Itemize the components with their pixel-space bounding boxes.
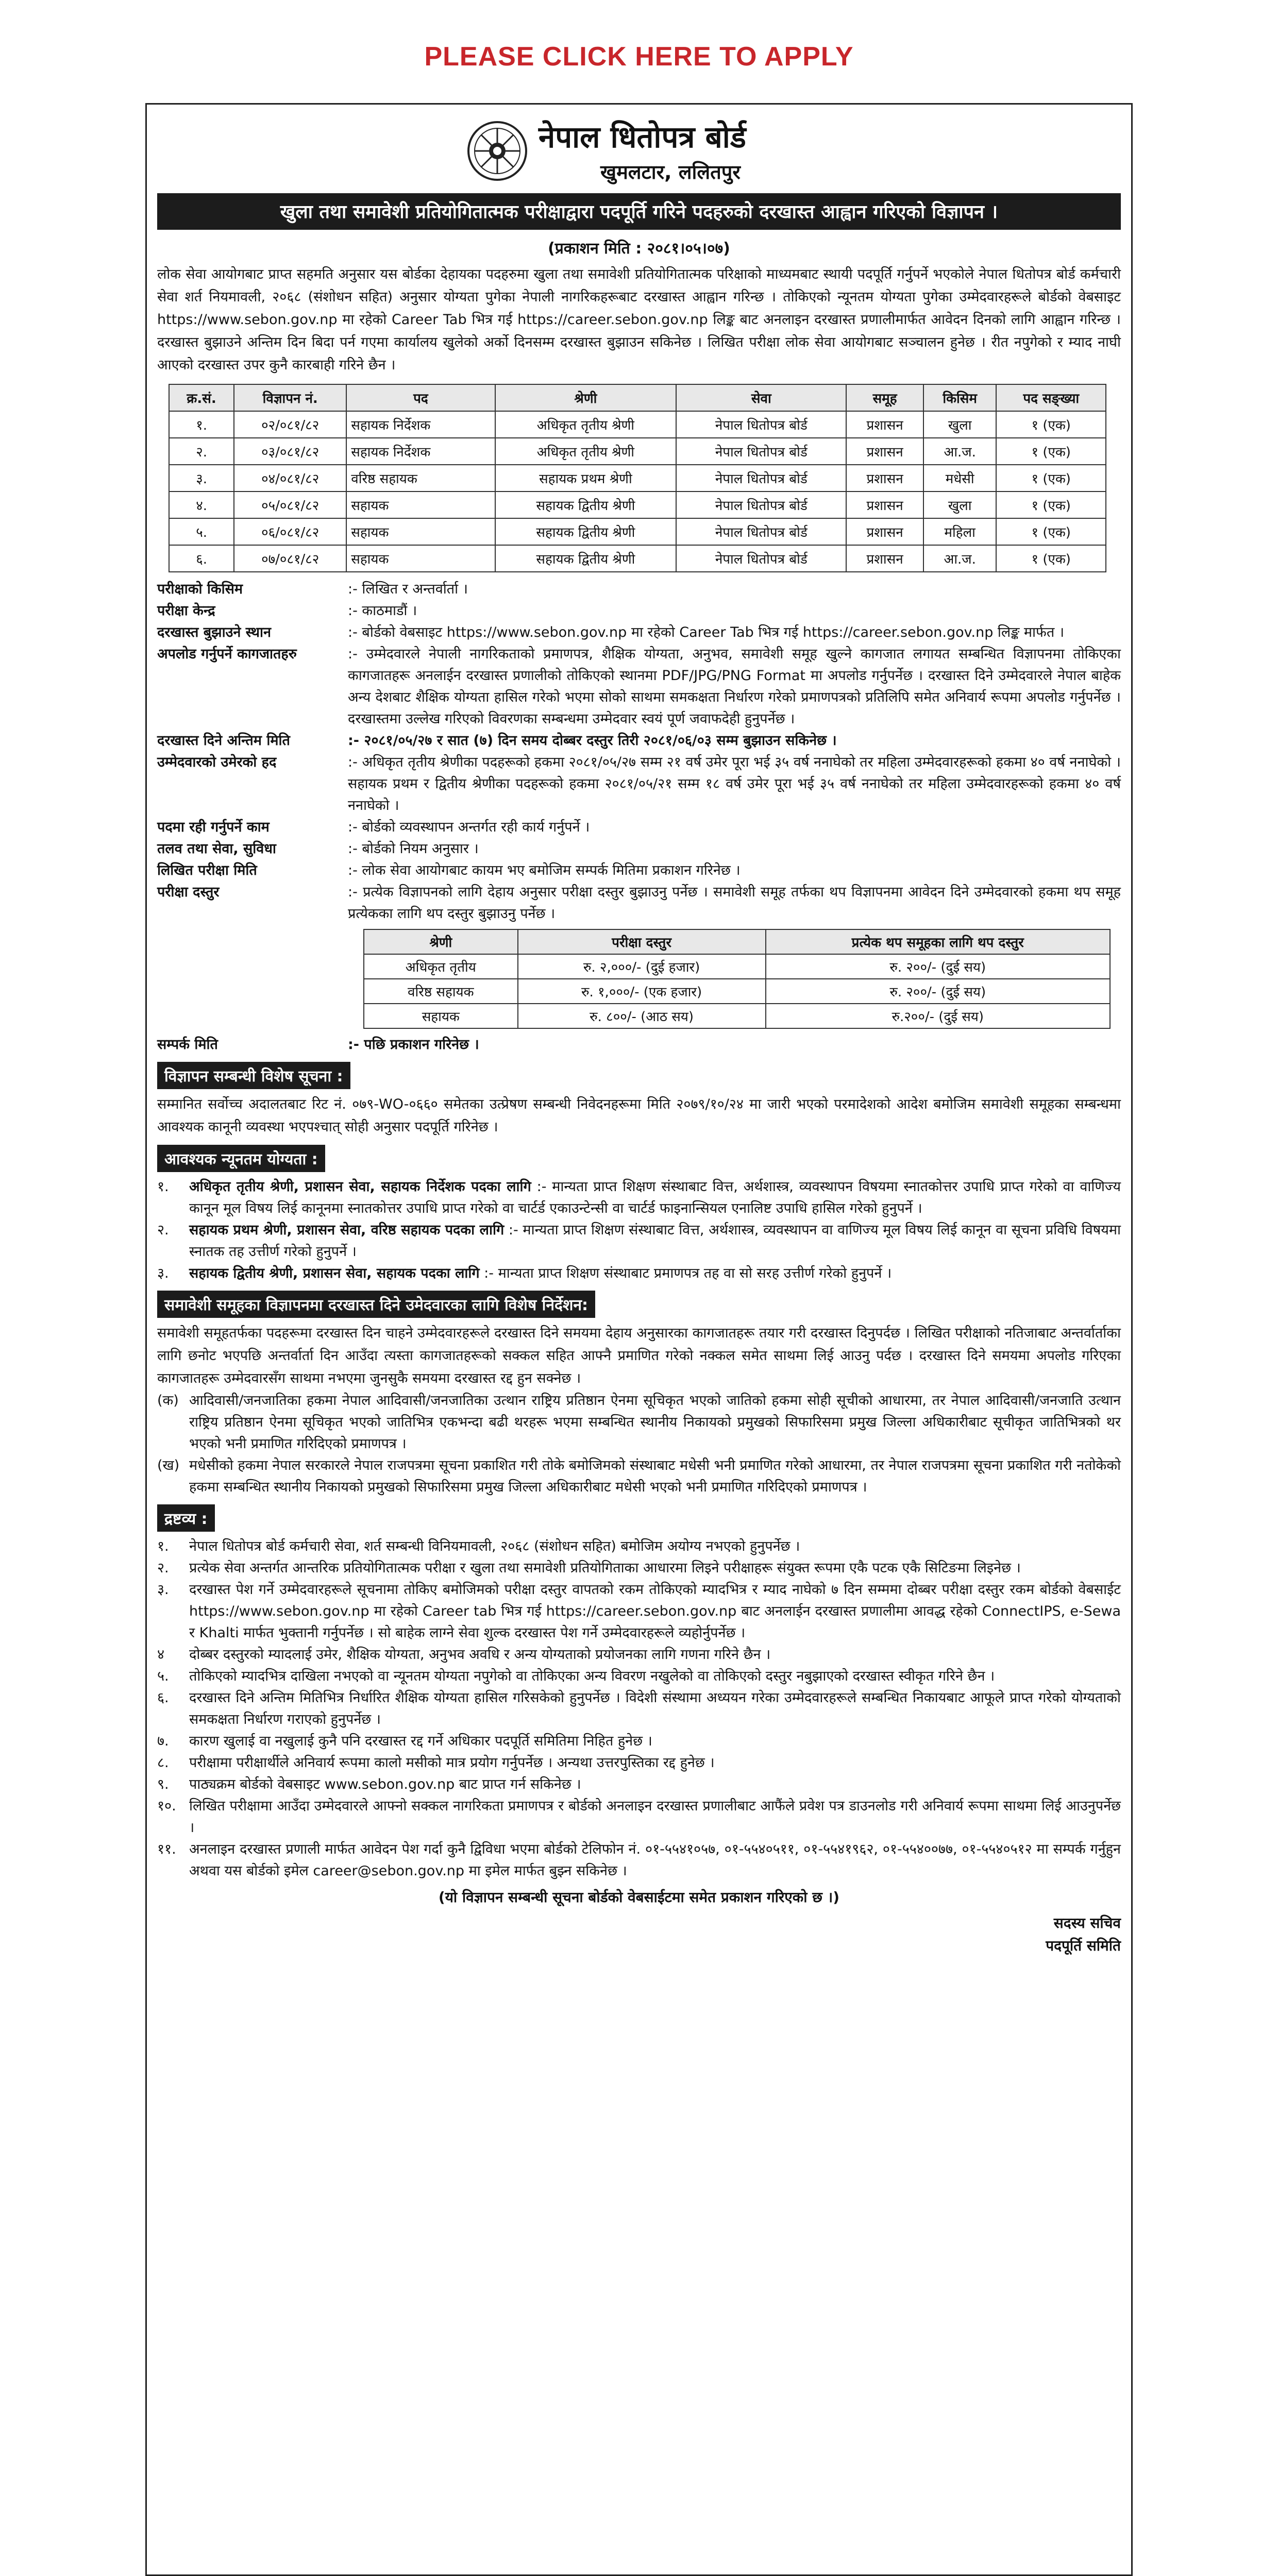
info-value: :- बोर्डको नियम अनुसार ।: [348, 841, 479, 857]
list-item: [157, 1176, 1121, 1219]
cell: नेपाल धितोपत्र बोर्ड: [676, 438, 846, 465]
item-text: दोब्बर दस्तुरको म्यादलाई उमेर, शैक्षिक योग्यता, अनुभव अवधि र अन्य योग्यताको प्रयोजनका लागि गणना गरिने छैन ।: [189, 1647, 771, 1663]
cell: रु. २००/- (दुई सय): [766, 979, 1111, 1004]
cell: ०३/०८१/८२: [234, 438, 346, 465]
info-value: :- बोर्डको व्यवस्थापन अन्तर्गत रही कार्य गर्नुपर्ने ।: [348, 819, 590, 835]
cell: सहायक द्वितीय श्रेणी: [495, 518, 677, 545]
info-value: :- पछि प्रकाशन गरिनेछ ।: [348, 1037, 479, 1053]
item-text: मधेसीको हकमा नेपाल सरकारले नेपाल राजपत्रमा सूचना प्रकाशित गरी तोके बमोजिमको संस्थाबाट मधेसी भनी प्रमाणित गरेको आधारमा, तर नेपाल राजपत्रमा सूचना प्रकाशित गरी नतोकेको हकमा सम्बन्धित स्थानीय निकायको प्रमुखको सिफारिसमा प्रमुख जिल्ला अधिकारीबाट मधेसी भएको भनी प्रमाणित गरिदिएको प्रमाणपत्र ।: [189, 1458, 1121, 1495]
cell: ०६/०८१/८२: [234, 518, 346, 545]
item-number: (ख): [157, 1458, 180, 1473]
item-text: तोकिएको म्यादभित्र दाखिला नभएको वा न्यूनतम योग्यता नपुगेको वा तोकिएका अन्य विवरण नखुलेको वा तोकिएको दस्तुर नबुझाएको दरखास्त स्वीकृत गरिने छैन ।: [189, 1668, 995, 1684]
info-exam-type: [157, 579, 1121, 600]
col-extra-fee: प्रत्येक थप समूहका लागि थप दस्तुर: [766, 929, 1111, 954]
info-label: तलव तथा सेवा, सुविधा: [157, 841, 276, 857]
info-submission-place: [157, 622, 1121, 643]
cell: नेपाल धितोपत्र बोर्ड: [676, 411, 846, 438]
col-level: श्रेणी: [495, 384, 677, 411]
header: [157, 116, 1121, 193]
cell: १ (एक): [996, 518, 1106, 545]
info-label: परीक्षा दस्तुर: [157, 884, 220, 900]
cell: २.: [169, 438, 234, 465]
col-group: समूह: [846, 384, 923, 411]
col-post: पद: [346, 384, 495, 411]
cell: वरिष्ठ सहायक: [364, 979, 518, 1004]
info-label: दरखास्त बुझाउने स्थान: [157, 624, 271, 640]
cell: सहायक: [346, 518, 495, 545]
info-value: :- लोक सेवा आयोगबाट कायम भए बमोजिम सम्पर्क मितिमा प्रकाशन गरिनेछ ।: [348, 862, 741, 878]
item-text: आदिवासी/जनजातिका हकमा नेपाल आदिवासी/जनजातिका उत्थान राष्ट्रिय प्रतिष्ठान ऐनमा सूचिकृत भएको जातिको हकमा सोही सूचीको आधारमा, तर नेपाल आदिवासी/जनजाति उत्थान राष्ट्रिय प्रतिष्ठान ऐनमा सूचिकृत भएको जातिभित्र एकभन्दा बढी थरहरू भएमा सम्बन्धित स्थानीय निकायको प्रमुखको सिफारिसमा प्रमुख जिल्ला अधिकारीबाट सूचीकृत जातिभित्रको थर भएको भनी प्रमाणित गरिदिएको प्रमाणपत्र ।: [189, 1393, 1121, 1452]
item-lead: सहायक प्रथम श्रेणी, प्रशासन सेवा, वरिष्ठ सहायक पदका लागि: [189, 1222, 505, 1238]
item-text: प्रत्येक सेवा अन्तर्गत आन्तरिक प्रतियोगितात्मक परीक्षा र खुला तथा समावेशी प्रतियोगिताका आधारमा लिइने परीक्षाहरू संयुक्त रूपमा एकै पटक एकै सिटिङमा लिइनेछ ।: [189, 1560, 1021, 1576]
cell: सहायक द्वितीय श्रेणी: [495, 492, 677, 518]
cell: प्रशासन: [846, 465, 923, 492]
cell: प्रशासन: [846, 545, 923, 572]
list-item: [157, 1536, 1121, 1557]
item-number: (क): [157, 1393, 179, 1409]
col-sn: क्र.सं.: [169, 384, 234, 411]
item-lead: अधिकृत तृतीय श्रेणी, प्रशासन सेवा, सहायक निर्देशक पदका लागि: [189, 1179, 531, 1195]
info-salary: [157, 838, 1121, 860]
list-item: [157, 1731, 1121, 1752]
item-number: ४: [157, 1647, 165, 1663]
table-row: [364, 954, 1110, 979]
fees-table-header: [364, 929, 1110, 954]
table-row: [364, 1004, 1110, 1028]
org-name: नेपाल धितोपत्र बोर्ड: [539, 120, 746, 155]
cell: अधिकृत तृतीय श्रेणी: [495, 411, 677, 438]
item-lead: सहायक द्वितीय श्रेणी, प्रशासन सेवा, सहायक पदका लागि: [189, 1265, 480, 1281]
cell: १ (एक): [996, 411, 1106, 438]
cell: सहायक द्वितीय श्रेणी: [495, 545, 677, 572]
cell: ०४/०८१/८२: [234, 465, 346, 492]
table-row: [169, 492, 1106, 518]
signature-block: [157, 1912, 1121, 1957]
item-text: दरखास्त दिने अन्तिम मितिभित्र निर्धारित शैक्षिक योग्यता हासिल गरिसकेको हुनुपर्नेछ । विदेशी संस्थामा अध्ययन गरेका उम्मेदवारहरूले सम्बन्धित निकायबाट आफूले प्राप्त गरेको योग्यताको समकक्षता निर्धारण गराएको हुनुपर्नेछ ।: [189, 1690, 1121, 1727]
info-value: :- प्रत्येक विज्ञापनको लागि देहाय अनुसार परीक्षा दस्तुर बुझाउनु पर्नेछ । समावेशी समूह तर्फका थप विज्ञापनमा आवेदन दिने उम्मेदवारको हकमा थप समूह प्रत्येकका लागि थप दस्तुर बुझाउनु पर्नेछ ।: [348, 884, 1121, 922]
cell: नेपाल धितोपत्र बोर्ड: [676, 492, 846, 518]
cell: नेपाल धितोपत्र बोर्ड: [676, 518, 846, 545]
table-row: [169, 465, 1106, 492]
item-number: १.: [157, 1179, 169, 1195]
item-number: ३.: [157, 1582, 169, 1598]
cell: ०५/०८१/८२: [234, 492, 346, 518]
signature-committee: पदपूर्ति समिति: [1046, 1937, 1121, 1954]
posts-table-header: [169, 384, 1106, 411]
info-exam-centre: [157, 600, 1121, 622]
item-text: परीक्षामा परीक्षार्थीले अनिवार्य रूपमा कालो मसीको मात्र प्रयोग गर्नुपर्नेछ । अन्यथा उत्तरपुस्तिका रद्द हुनेछ ।: [189, 1755, 715, 1771]
list-item: [157, 1557, 1121, 1579]
cell: १ (एक): [996, 438, 1106, 465]
cell: १ (एक): [996, 465, 1106, 492]
info-exam-fee: [157, 882, 1121, 925]
item-text: कारण खुलाई वा नखुलाई कुनै पनि दरखास्त रद्द गर्ने अधिकार पदपूर्ति समितिमा निहित हुनेछ ।: [189, 1733, 652, 1749]
posts-table: [169, 384, 1106, 572]
cell: अधिकृत तृतीय: [364, 954, 518, 979]
col-type: किसिम: [923, 384, 997, 411]
list-item: [157, 1219, 1121, 1263]
closing-note: (यो विज्ञापन सम्बन्धी सूचना बोर्डको वेबसाईटमा समेत प्रकाशन गरिएको छ ।): [438, 1889, 840, 1906]
list-item: [157, 1795, 1121, 1839]
notes-heading: द्रष्टव्य :: [157, 1504, 215, 1532]
info-deadline: [157, 730, 1121, 752]
info-upload-documents: [157, 643, 1121, 730]
notice-title: खुला तथा समावेशी प्रतियोगितात्मक परीक्षाद्वारा पदपूर्ति गरिने पदहरुको दरखास्त आह्वान गरिएको विज्ञापन ।: [157, 193, 1121, 230]
info-value: :- बोर्डको वेबसाइट https://www.sebon.gov.np मा रहेको Career Tab भित्र गई https://career.sebon.gov.np लिङ्क मार्फत ।: [348, 624, 1065, 640]
item-number: ३.: [157, 1265, 169, 1281]
item-number: १०.: [157, 1798, 176, 1814]
fees-table: [363, 929, 1111, 1029]
list-item: [157, 1455, 1121, 1498]
info-value: :- अधिकृत तृतीय श्रेणीका पदहरूको हकमा २०८१/०५/२७ सम्म २१ वर्ष उमेर पूरा भई ३५ वर्ष ननाघेको तर महिला उम्मेदवारहरूको हकमा ४० वर्ष ननाघेको । सहायक प्रथम र द्वितीय श्रेणीका पदहरूको हकमा २०८१/०५/२१ सम्म १८ वर्ष उमेर पूरा भई ३५ वर्ष ननाघेको तर महिला उम्मेदवारहरूको हकमा ४० वर्ष ननाघेको ।: [348, 754, 1121, 814]
special-notice-heading: विज्ञापन सम्बन्धी विशेष सूचना :: [157, 1062, 350, 1089]
info-value: :- काठमाडौं ।: [348, 603, 417, 619]
cell: महिला: [923, 518, 997, 545]
info-label: उम्मेदवारको उमेरको हद: [157, 754, 277, 770]
item-text: [189, 1176, 1121, 1219]
item-number: ११.: [157, 1841, 176, 1857]
cell: सहायक: [364, 1004, 518, 1028]
item-body: :- मान्यता प्राप्त शिक्षण संस्थाबाट वित्त, अर्थशास्त्र, व्यवस्थापन वा वाणिज्य मूल विषय लिई कानून वा सूचना प्रविधि विषयमा स्नातक तह उत्तीर्ण गरेको हुनुपर्ने ।: [189, 1222, 1121, 1260]
cell: प्रशासन: [846, 411, 923, 438]
info-label: दरखास्त दिने अन्तिम मिति: [157, 733, 290, 749]
list-item: [157, 1839, 1121, 1882]
apply-link[interactable]: PLEASE CLICK HERE TO APPLY: [424, 42, 854, 72]
info-value: :- उम्मेदवारले नेपाली नागरिकताको प्रमाणपत्र, शैक्षिक योग्यता, अनुभव, समावेशी समूह खुल्ने कागजात लगायत सम्बन्धित विज्ञापनमा तोकिएका कागजातहरू अनलाईन दरखास्त प्रणालीको तोकिएको स्थानमा PDF/JPG/PNG Format मा अपलोड गर्नुपर्नेछ । दरखास्त दिने उम्मेदवारले नेपाल बाहेक अन्य देशबाट शैक्षिक योग्यता हासिल गरेको भएमा सोको साथमा समकक्षता निर्धारण गरेको प्रमाणपत्रको प्रतिलिपि समेत अनिवार्य रूपमा अपलोड गर्नुपर्नेछ । दरखास्तमा उल्लेख गरिएको विवरणका सम्बन्धमा उम्मेदवार स्वयं पूर्ण जवाफदेही हुनुपर्नेछ ।: [348, 646, 1121, 727]
item-number: २.: [157, 1222, 169, 1238]
signature-title: सदस्य सचिव: [1053, 1914, 1121, 1931]
cell: खुला: [923, 492, 997, 518]
info-label: पदमा रही गर्नुपर्ने काम: [157, 819, 270, 835]
info-value: :- लिखित र अन्तर्वार्ता ।: [348, 581, 468, 597]
cell: प्रशासन: [846, 438, 923, 465]
cell: १.: [169, 411, 234, 438]
cell: ०२/०८१/८२: [234, 411, 346, 438]
cell: मधेसी: [923, 465, 997, 492]
item-number: ५.: [157, 1668, 169, 1684]
item-body: :- मान्यता प्राप्त शिक्षण संस्थाबाट वित्त, अर्थशास्त्र, व्यवस्थापन विषयमा स्नातकोत्तर उपाधि प्राप्त गरेको वा वाणिज्य कानून मूल विषय लिई कानूनमा स्नातकोत्तर उपाधि प्राप्त गरेको वा चार्टर्ड एकाउन्टेन्सी वा चार्टर्ड फाइनान्सियल एनालिष्ट उपाधि हासिल गरेको हुनुपर्ने ।: [189, 1179, 1121, 1216]
item-number: २.: [157, 1560, 169, 1576]
item-number: ७.: [157, 1733, 169, 1749]
item-number: १.: [157, 1538, 169, 1554]
table-row: [364, 979, 1110, 1004]
cell: सहायक निर्देशक: [346, 438, 495, 465]
cell: आ.ज.: [923, 545, 997, 572]
item-number: ६.: [157, 1690, 169, 1706]
col-adv-no: विज्ञापन नं.: [234, 384, 346, 411]
info-exam-date: [157, 860, 1121, 882]
cell: नेपाल धितोपत्र बोर्ड: [676, 465, 846, 492]
cell: १ (एक): [996, 492, 1106, 518]
item-text: पाठ्यक्रम बोर्डको वेबसाइट www.sebon.gov.np बाट प्राप्त गर्न सकिनेछ ।: [189, 1776, 581, 1792]
item-body: :- मान्यता प्राप्त शिक्षण संस्थाबाट प्रमाणपत्र तह वा सो सरह उत्तीर्ण गरेको हुनुपर्ने ।: [484, 1265, 892, 1281]
item-text: लिखित परीक्षामा आउँदा उम्मेदवारले आफ्नो सक्कल नागरिकता प्रमाणपत्र र बोर्डको अनलाइन दरखास्त प्रणालीबाट आफैंले प्रवेश पत्र डाउनलोड गरी अनिवार्य रूपमा साथमा लिई आउनुपर्नेछ ।: [189, 1798, 1121, 1836]
sebon-logo-icon: [466, 120, 528, 182]
list-item: [157, 1263, 1121, 1284]
cell: सहायक प्रथम श्रेणी: [495, 465, 677, 492]
org-location: खुमलटार, ललितपुर: [600, 161, 741, 183]
cell: आ.ज.: [923, 438, 997, 465]
cell: ५.: [169, 518, 234, 545]
cell: सहायक: [346, 545, 495, 572]
col-service: सेवा: [676, 384, 846, 411]
item-text: नेपाल धितोपत्र बोर्ड कर्मचारी सेवा, शर्त सम्बन्धी विनियमावली, २०६८ (संशोधन सहित) बमोजिम अयोग्य नभएको हुनुपर्नेछ ।: [189, 1538, 800, 1554]
cell: प्रशासन: [846, 492, 923, 518]
cell: नेपाल धितोपत्र बोर्ड: [676, 545, 846, 572]
info-label: सम्पर्क मिति: [157, 1037, 218, 1053]
info-label: अपलोड गर्नुपर्ने कागजातहरु: [157, 646, 297, 662]
cell: वरिष्ठ सहायक: [346, 465, 495, 492]
info-job-duties: [157, 817, 1121, 838]
cell: रु. ८००/- (आठ सय): [518, 1004, 766, 1028]
item-number: ८.: [157, 1755, 169, 1771]
info-age-limit: [157, 752, 1121, 817]
item-text: [189, 1219, 1121, 1263]
publication-date: (प्रकाशन मिति : २०८१।०५।०७): [548, 240, 730, 258]
item-text: दरखास्त पेश गर्ने उम्मेदवारहरूले सूचनामा तोकिए बमोजिमको परीक्षा दस्तुर वापतको रकम तोकिएको म्यादभित्र र म्याद नाघेको ७ दिन सम्ममा दोब्बर परीक्षा दस्तुर रकम बोर्डको वेबसाईट https://www.sebon.gov.np मा रहेको Career tab भित्र गई https://career.sebon.gov.np बाट अनलाईन दरखास्त प्रणालीमा आवद्ध रहेको ConnectIPS, e-Sewa र Khalti मार्फत भुक्तानी गर्नुपर्नेछ । सो बाहेक लाग्ने सेवा शुल्क दरखास्त पेश गर्ने उम्मेदवारहरूले व्यहोर्नुपर्नेछ ।: [189, 1582, 1121, 1641]
list-item: [157, 1687, 1121, 1731]
col-count: पद सङ्ख्या: [996, 384, 1106, 411]
special-notice-text: सम्मानित सर्वोच्च अदालतबाट रिट नं. ०७९-WO-०६६० समेतका उत्प्रेषण सम्बन्धी निवेदनहरूमा मिति २०७९/१०/२४ मा जारी भएको परमादेशको आदेश बमोजिम समावेशी समूहका सम्बन्धमा आवश्यक कानूनी व्यवस्था भएपश्चात् सोही अनुसार पदपूर्ति गरिनेछ ।: [157, 1096, 1121, 1135]
item-text: [189, 1263, 1121, 1284]
cell: अधिकृत तृतीय श्रेणी: [495, 438, 677, 465]
cell: ६.: [169, 545, 234, 572]
inclusive-instructions-heading: समावेशी समूहका विज्ञापनमा दरखास्त दिने उमेदवारका लागि विशेष निर्देशन:: [157, 1291, 595, 1318]
list-item: [157, 1666, 1121, 1687]
list-item: [157, 1752, 1121, 1774]
info-label: परीक्षाको किसिम: [157, 581, 243, 597]
cell: १ (एक): [996, 545, 1106, 572]
col-fee: परीक्षा दस्तुर: [518, 929, 766, 954]
info-label: लिखित परीक्षा मिति: [157, 862, 257, 878]
cell: रु. २००/- (दुई सय): [766, 954, 1111, 979]
col-level: श्रेणी: [364, 929, 518, 954]
table-row: [169, 411, 1106, 438]
list-item: [157, 1579, 1121, 1644]
cell: ३.: [169, 465, 234, 492]
list-item: [157, 1390, 1121, 1455]
cell: रु. १,०००/- (एक हजार): [518, 979, 766, 1004]
min-qualification-heading: आवश्यक न्यूनतम योग्यता :: [157, 1145, 325, 1172]
item-number: ९.: [157, 1776, 169, 1792]
table-row: [169, 438, 1106, 465]
list-item: [157, 1644, 1121, 1666]
cell: सहायक निर्देशक: [346, 411, 495, 438]
info-contact-date: [157, 1034, 1121, 1056]
cell: सहायक: [346, 492, 495, 518]
cell: खुला: [923, 411, 997, 438]
inclusive-instructions-text: समावेशी समूहतर्फका पदहरूमा दरखास्त दिन चाहने उम्मेदवारहरूले दरखास्त दिने समयमा देहाय अनुसारका कागजातहरू तयार गरी दरखास्त दिनुपर्दछ । लिखित परीक्षाको नतिजाबाट अन्तर्वार्ताका लागि छनोट भएपछि अन्तर्वार्ता दिन आउँदा त्यस्ता कागजातहरूको सक्कल सहित आफ्नै प्रमाणित गरेको नक्कल समेत साथमा लिई आउनु पर्दछ । दरखास्त दिने समयमा अपलोड गरिएका कागजातहरू उम्मेदवारसँग साथमा नभएमा जुनसुकै समयमा दरखास्त रद्द हुन सक्नेछ ।: [157, 1325, 1121, 1386]
cell: रु. २,०००/- (दुई हजार): [518, 954, 766, 979]
notice-frame: [145, 103, 1133, 2576]
intro-paragraph: लोक सेवा आयोगबाट प्राप्त सहमति अनुसार यस बोर्डका देहायका पदहरुमा खुला तथा समावेशी प्रतियोगितात्मक परिक्षाको माध्यमबाट स्थायी पदपूर्ति गर्नुपर्ने भएकोले नेपाल धितोपत्र बोर्ड कर्मचारी सेवा शर्त नियमावली, २०६८ (संशोधन सहित) अनुसार योग्यता पुगेका नेपाली नागरिकहरूबाट दरखास्त आह्वान गरिन्छ । तोकिएको न्यूनतम योग्यता पुगेका उम्मेदवारहरूले बोर्डको वेबसाइट https://www.sebon.gov.np मा रहेको Career Tab भित्र गई https://career.sebon.gov.np लिङ्क बाट अनलाइन दरखास्त प्रणालीमार्फत आवेदन दिनको लागि आह्वान गरिन्छ । दरखास्त बुझाउने अन्तिम दिन बिदा पर्न गएमा कार्यालय खुलेको अर्को दिनसम्म दरखास्त बुझाउन सकिनेछ । लिखित परीक्षा लोक सेवा आयोगबाट सञ्चालन हुनेछ । रीत नपुगेको र म्याद नाघी आएको दरखास्त उपर कुनै कारबाही गरिने छैन ।: [157, 266, 1121, 373]
cell: प्रशासन: [846, 518, 923, 545]
table-row: [169, 545, 1106, 572]
info-value: :- २०८१/०५/२७ र सात (७) दिन समय दोब्बर दस्तुर तिरी २०८१/०६/०३ सम्म बुझाउन सकिनेछ ।: [348, 733, 837, 749]
cell: रु.२००/- (दुई सय): [766, 1004, 1111, 1028]
list-item: [157, 1774, 1121, 1795]
cell: ४.: [169, 492, 234, 518]
info-label: परीक्षा केन्द्र: [157, 603, 215, 619]
item-text: अनलाइन दरखास्त प्रणाली मार्फत आवेदन पेश गर्दा कुनै द्विविधा भएमा बोर्डको टेलिफोन नं. ०१-५५४१०५७, ०१-५५४०५११, ०१-५५४१९६२, ०१-५५४००७७, ०१-५५४०५१२ मा सम्पर्क गर्नुहुन अथवा यस बोर्डको इमेल career@sebon.gov.np मा इमेल मार्फत बुझ्न सकिनेछ ।: [189, 1841, 1121, 1879]
table-row: [169, 518, 1106, 545]
cell: ०७/०८१/८२: [234, 545, 346, 572]
